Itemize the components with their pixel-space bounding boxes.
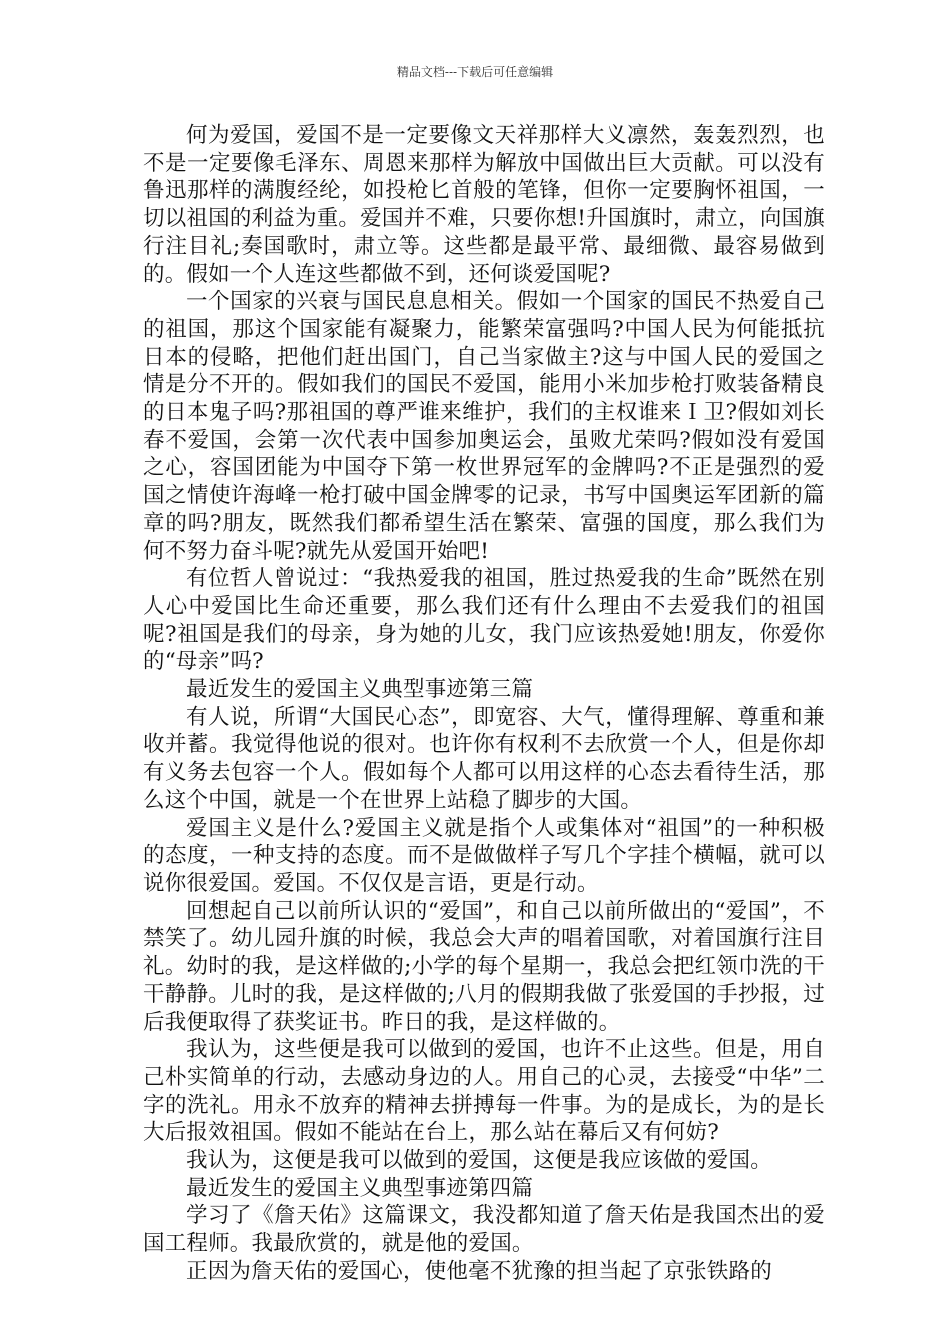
- paragraph: 我认为，这便是我可以做到的爱国，这便是我应该做的爱国。: [186, 1148, 772, 1174]
- page-header: 精品文档---下载后可任意编辑: [396, 65, 554, 79]
- paragraph: 一个国家的兴衰与国民息息相关。假如一个国家的国民不热爱自己的祖国，那这个国家能有凝聚力，能繁荣富强吗?中国人民为何能抵抗日本的侵略，把他们赶出国门，自己当家做主?这与中国人民的爱国之情是分不开的。假如我们的国民不爱国，能用小米加步枪打败装备精良的日本鬼子吗?那祖国的尊严谁来维护，我们的主权谁来Ｉ卫?假如刘长春不爱国，会第一次代表中国参加奥运会，虽败尤荣吗?假如没有爱国之心，容国团能为中国夺下第一枚世界冠军的金牌吗?不正是强烈的爱国之情使许海峰一枪打破中国金牌零的记录，书写中国奥运军团新的篇章的吗?朋友，既然我们都希望生活在繁荣、富强的国度，那么我们为何不努力奋斗呢?就先从爱国开始吧!: [143, 289, 825, 564]
- paragraph: 正因为詹天佑的爱国心，使他毫不犹豫的担当起了京张铁路的: [186, 1258, 772, 1284]
- paragraph: 回想起自己以前所认识的“爱国”，和自己以前所做出的“爱国”，不禁笑了。幼儿园升旗的时候，我总会大声的唱着国歌，对着国旗行注目礼。幼时的我，是这样做的;小学的每个星期一，我总会把红领巾洗的干干静静。儿时的我，是这样做的;八月的假期我做了张爱国的手抄报，过后我便取得了获奖证书。昨日的我，是这样做的。: [143, 898, 825, 1035]
- paragraph: 有人说，所谓“大国民心态”，即宽容、大气，懂得理解、尊重和兼收并蓄。我觉得他说的很对。也许你有权利不去欣赏一个人，但是你却有义务去包容一个人。假如每个人都可以用这样的心态去看待生活，那么这个中国，就是一个在世界上站稳了脚步的大国。: [143, 704, 825, 813]
- paragraph: 学习了《詹天佑》这篇课文，我没都知道了詹天佑是我国杰出的爱国工程师。我最欣赏的，就是他的爱国。: [143, 1203, 825, 1257]
- paragraph: 何为爱国，爱国不是一定要像文天祥那样大义凛然，轰轰烈烈，也不是一定要像毛泽东、周恩来那样为解放中国做出巨大贡献。可以没有鲁迅那样的满腹经纶，如投枪匕首般的笔锋，但你一定要胸怀祖国，一切以祖国的利益为重。爱国并不难，只要你想!升国旗时，肃立，向国旗行注目礼;奏国歌时，肃立等。这些都是最平常、最细微、最容易做到的。假如一个人连这些都做不到，还何谈爱国呢?: [143, 123, 825, 287]
- paragraph: 有位哲人曾说过：“我热爱我的祖国，胜过热爱我的生命”既然在别人心中爱国比生命还重要，那么我们还有什么理由不去爱我们的祖国呢?祖国是我们的母亲，身为她的儿女，我门应该热爱她!朋友，你爱你的“母亲”吗?: [143, 566, 825, 675]
- paragraph: 爱国主义是什么?爱国主义就是指个人或集体对“祖国”的一种积极的态度，一种支持的态度。而不是做做样子写几个字挂个横幅，就可以说你很爱国。爱国。不仅仅是言语，更是行动。: [143, 815, 825, 896]
- article-body: [143, 122, 825, 1286]
- paragraph: 我认为，这些便是我可以做到的爱国，也许不止这些。但是，用自己朴实简单的行动，去感动身边的人。用自己的心灵，去接受“中华”二字的洗礼。用永不放弃的精神去拼搏每一件事。为的是成长，为的是长大后报效祖国。假如不能站在台上，那么站在幕后又有何妨?: [143, 1037, 825, 1146]
- section-heading: 最近发生的爱国主义典型事迹第三篇: [186, 677, 534, 703]
- section-heading: 最近发生的爱国主义典型事迹第四篇: [186, 1175, 534, 1201]
